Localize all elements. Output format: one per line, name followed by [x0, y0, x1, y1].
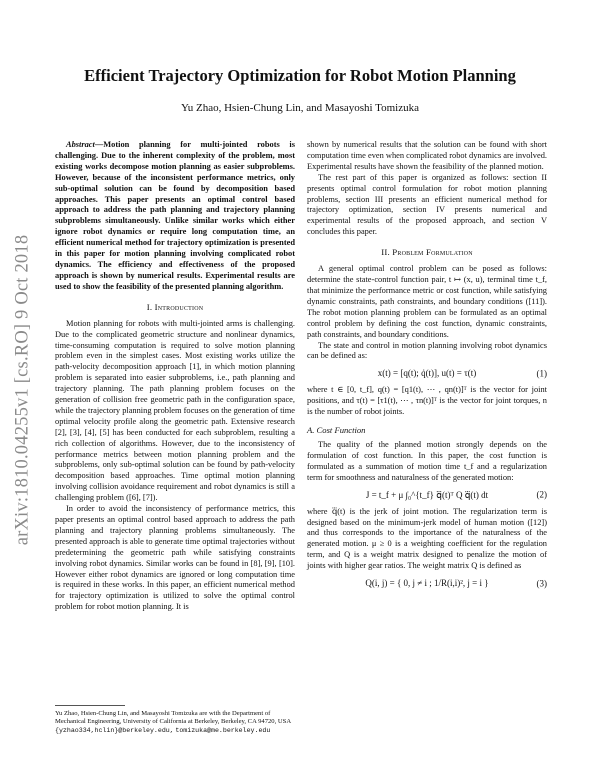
paper-title: Efficient Trajectory Optimization for Robot Motion Planning [84, 66, 516, 85]
equation-3-number: (3) [536, 578, 547, 589]
equation-2-body: J = t_f + μ ∫₀^{t_f} q⃛(t)ᵀ Q q⃛(t) dt [365, 489, 489, 500]
right-paragraph-1: shown by numerical results that the solution can be found with short computation time even when complicated robot dynamics are involved. Experimental results have shown the feasibility of the planned motion. [307, 140, 547, 171]
footnote-emails-2: tomizuka@me.berkeley.edu [175, 726, 271, 734]
equation-3 [307, 577, 547, 590]
formulation-paragraph-1: A general optimal control problem can be posed as follows: determine the state-control function pair, t ↦ (x, u), terminal time t_f, that minimize the performance metric or cost function, while satisfying dynamic constraints, path constraints, and boundary conditions ([11]). The robot motion planning problem can be formulated as an optimal control problem by defining the cost function, dynamic constraints, path constraints, and boundary conditions. [307, 264, 547, 339]
abstract [55, 140, 295, 293]
right-column [307, 140, 547, 595]
abstract-text: —Motion planning for multi-jointed robots is challenging. Due to the inherent complexity of the problem, most existing works decompose motion planning as easier subproblems. However, because of the inconsistent performance metrics, only sub-optimal solution can be found by decomposition based approaches. This paper presents an optimal control based approach to address the path planning and trajectory planning subproblems simultaneously. Unlike similar works which either ignore robot dynamics or require long computation time, an efficient numerical method for trajectory optimization is presented in this paper for motion planning involving complicated robot dynamics. The efficiency and effectiveness of the proposed approach is shown by numerical results. Experimental results are used to show the feasibility of the presented planning algorithm. [55, 140, 295, 291]
formulation-paragraph-2: The state and control in motion planning involving robot dynamics can be defined as: [307, 340, 547, 361]
footnote-emails-1: {yzhao334,hclin}@berkeley.edu, [55, 726, 174, 734]
formulation-paragraph-3: where t ∈ [0, t_f], q(t) = [q1(t), ⋯ , qn(t)]ᵀ is the vector for joint positions, and τ(t) = [τ1(t), ⋯ , τn(t)]ᵀ is the vector for joint torques, n is the number of robot joints. [307, 385, 547, 417]
abstract-label: Abstract [66, 140, 95, 149]
equation-2 [307, 489, 547, 502]
author-footnote [55, 705, 295, 735]
cost-paragraph-1: The quality of the planned motion strongly depends on the formulation of cost function. In this paper, the cost function is formulated as a summation of motion time t_f and a regularization term for smoothness and naturalness of the generated motion: [307, 440, 547, 482]
cost-paragraph-2: where q⃛(t) is the jerk of joint motion. The regularization term is designed based on the minimum-jerk model of human motion ([12]) and thus corresponds to the importance of the naturalness of the generated motion. μ ≥ 0 is a weighting coefficient for the regulation term, and Q is a weight matrix designed to penalize the motion of joints with higher gear ratios. The weight matrix Q is defined as [307, 506, 547, 571]
intro-paragraph-1: Motion planning for robots with multi-jointed arms is challenging. Due to the complicated geometric structure and nonlinear dynamics, time-consuming computation is required to solve motion planning problem even in the simplest cases. Most existing works utilize the path-velocity decomposition approach [1], in which motion planning problem is separated into easier subproblems, i.e., path planning and trajectory planning. The path planning problem focuses on the generation of collision free geometric path in the configuration space, while the trajectory planning problem focuses on the generation of time optimal velocity profile along the geometric path. Extensive research [2], [3], [4], [5] has been conducted for each subproblem, resulting a rich collection of algorithms. However, due to the inconsistency of performance metrics between motion planning problem and the subproblems, only sub-optimal solution can be found by path-velocity decomposition based approaches. Time optimal motion planning involving collision avoidance requirement and robot dynamics is still a challenging problem ([6], [7]). [55, 318, 296, 503]
equation-1 [307, 367, 547, 380]
equation-1-body: x(t) = [q(t); q̇(t)], u(t) = τ(t) [377, 368, 477, 379]
paper-authors: Yu Zhao, Hsien-Chung Lin, and Masayoshi Tomizuka [181, 102, 419, 114]
equation-1-number: (1) [536, 368, 547, 379]
section-heading-problem-formulation: II. Problem Formulation [381, 247, 473, 258]
equation-3-body: Q(i, j) = { 0, j ≠ i ; 1/R(i,i)², j = i } [365, 578, 489, 589]
arxiv-stamp [6, 190, 40, 590]
arxiv-id: arXiv:1810.04255v1 [cs.RO] 9 Oct 2018 [12, 234, 33, 546]
section-heading-introduction: I. Introduction [146, 301, 204, 312]
intro-paragraph-2: In order to avoid the inconsistency of performance metrics, this paper presents an optimal control based approach to address the path planning and trajectory planning problems simultaneously. The presented approach is able to generate time optimal trajectories without predetermining the geometric path while satisfying constraints involving robot dynamics. Similar works can be found in [8], [9], [10]. However either robot dynamics are ignored or long computation time is required in these works. In this paper, an efficient numerical method for trajectory optimization is utilized to solve the optimal control problem for robot motion planning. It is [55, 504, 295, 612]
equation-2-number: (2) [536, 489, 547, 500]
left-column [55, 140, 295, 613]
footnote-text: Yu Zhao, Hsien-Chung Lin, and Masayoshi Tomizuka are with the Department of Mechanical Engineering, University of California at Berkeley, Berkeley, CA 94720, USA [55, 710, 291, 726]
footnote-rule [55, 705, 125, 706]
subsection-heading-cost-function: A. Cost Function [307, 425, 366, 436]
right-paragraph-2: The rest part of this paper is organized as follows: section II presents optimal control formulation for robot motion planning problems, section III presents an efficient numerical method for trajectory optimization, section IV presents numerical and experimental results of the proposed approach, and section V concludes this paper. [307, 172, 547, 237]
